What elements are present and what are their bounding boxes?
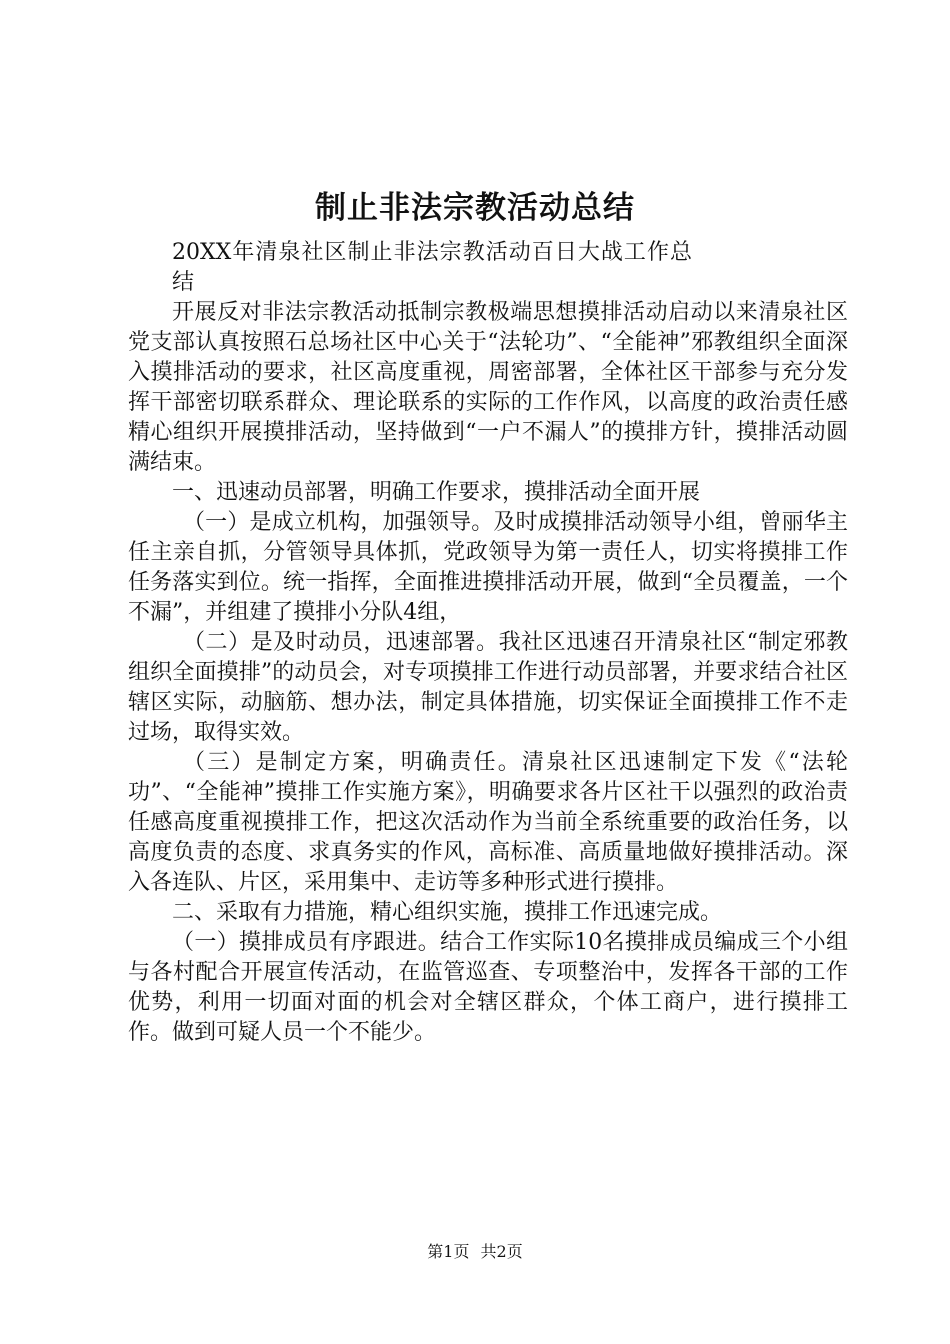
- paragraph-2-1: （一）摸排成员有序跟进。结合工作实际10名摸排成员编成三个小组与各村配合开展宣传活动，在监管巡查、专项整治中，发挥各干部的工作优势，利用一切面对面的机会对全辖区群众，个体工商户，进行摸排工作。做到可疑人员一个不能少。: [128, 930, 848, 1045]
- page-number: 第1页: [427, 1242, 470, 1261]
- section-heading-2: 二、采取有力措施，精心组织实施，摸排工作迅速完成。: [172, 900, 723, 925]
- paragraph-1-1: （一）是成立机构，加强领导。及时成摸排活动领导小组，曾丽华主任主亲自抓，分管领导具体抓，党政领导为第一责任人，切实将摸排工作任务落实到位。统一指挥，全面推进摸排活动开展，做到“全员覆盖，一个不漏”，并组建了摸排小分队4组，: [128, 510, 848, 625]
- document-title: 制止非法宗教活动总结: [315, 190, 635, 226]
- page-total: 共2页: [480, 1242, 523, 1261]
- document-subtitle: 20XX年清泉社区制止非法宗教活动百日大战工作总结: [172, 240, 692, 295]
- section-heading-1: 一、迅速动员部署，明确工作要求，摸排活动全面开展: [172, 480, 701, 505]
- paragraph-intro: 开展反对非法宗教活动抵制宗教极端思想摸排活动启动以来清泉社区党支部认真按照石总场社区中心关于“法轮功”、“全能神”邪教组织全面深入摸排活动的要求，社区高度重视，周密部署，全体社区干部参与充分发挥干部密切联系群众、理论联系的实际的工作作风，以高度的政治责任感精心组织开展摸排活动，坚持做到“一户不漏人”的摸排方针，摸排活动圆满结束。: [128, 300, 848, 475]
- paragraph-1-3: （三）是制定方案，明确责任。清泉社区迅速制定下发《“法轮功”、“全能神”摸排工作实施方案》，明确要求各片区社干以强烈的政治责任感高度重视摸排工作，把这次活动作为当前全系统重要的政治任务，以高度负责的态度、求真务实的作风，高标准、高质量地做好摸排活动。深入各连队、片区，采用集中、走访等多种形式进行摸排。: [128, 750, 848, 895]
- page-footer: [0, 1242, 950, 1262]
- paragraph-1-2: （二）是及时动员，迅速部署。我社区迅速召开清泉社区“制定邪教组织全面摸排”的动员会，对专项摸排工作进行动员部署，并要求结合社区辖区实际，动脑筋、想办法，制定具体措施，切实保证全面摸排工作不走过场，取得实效。: [128, 630, 848, 745]
- document-body: [128, 238, 848, 1048]
